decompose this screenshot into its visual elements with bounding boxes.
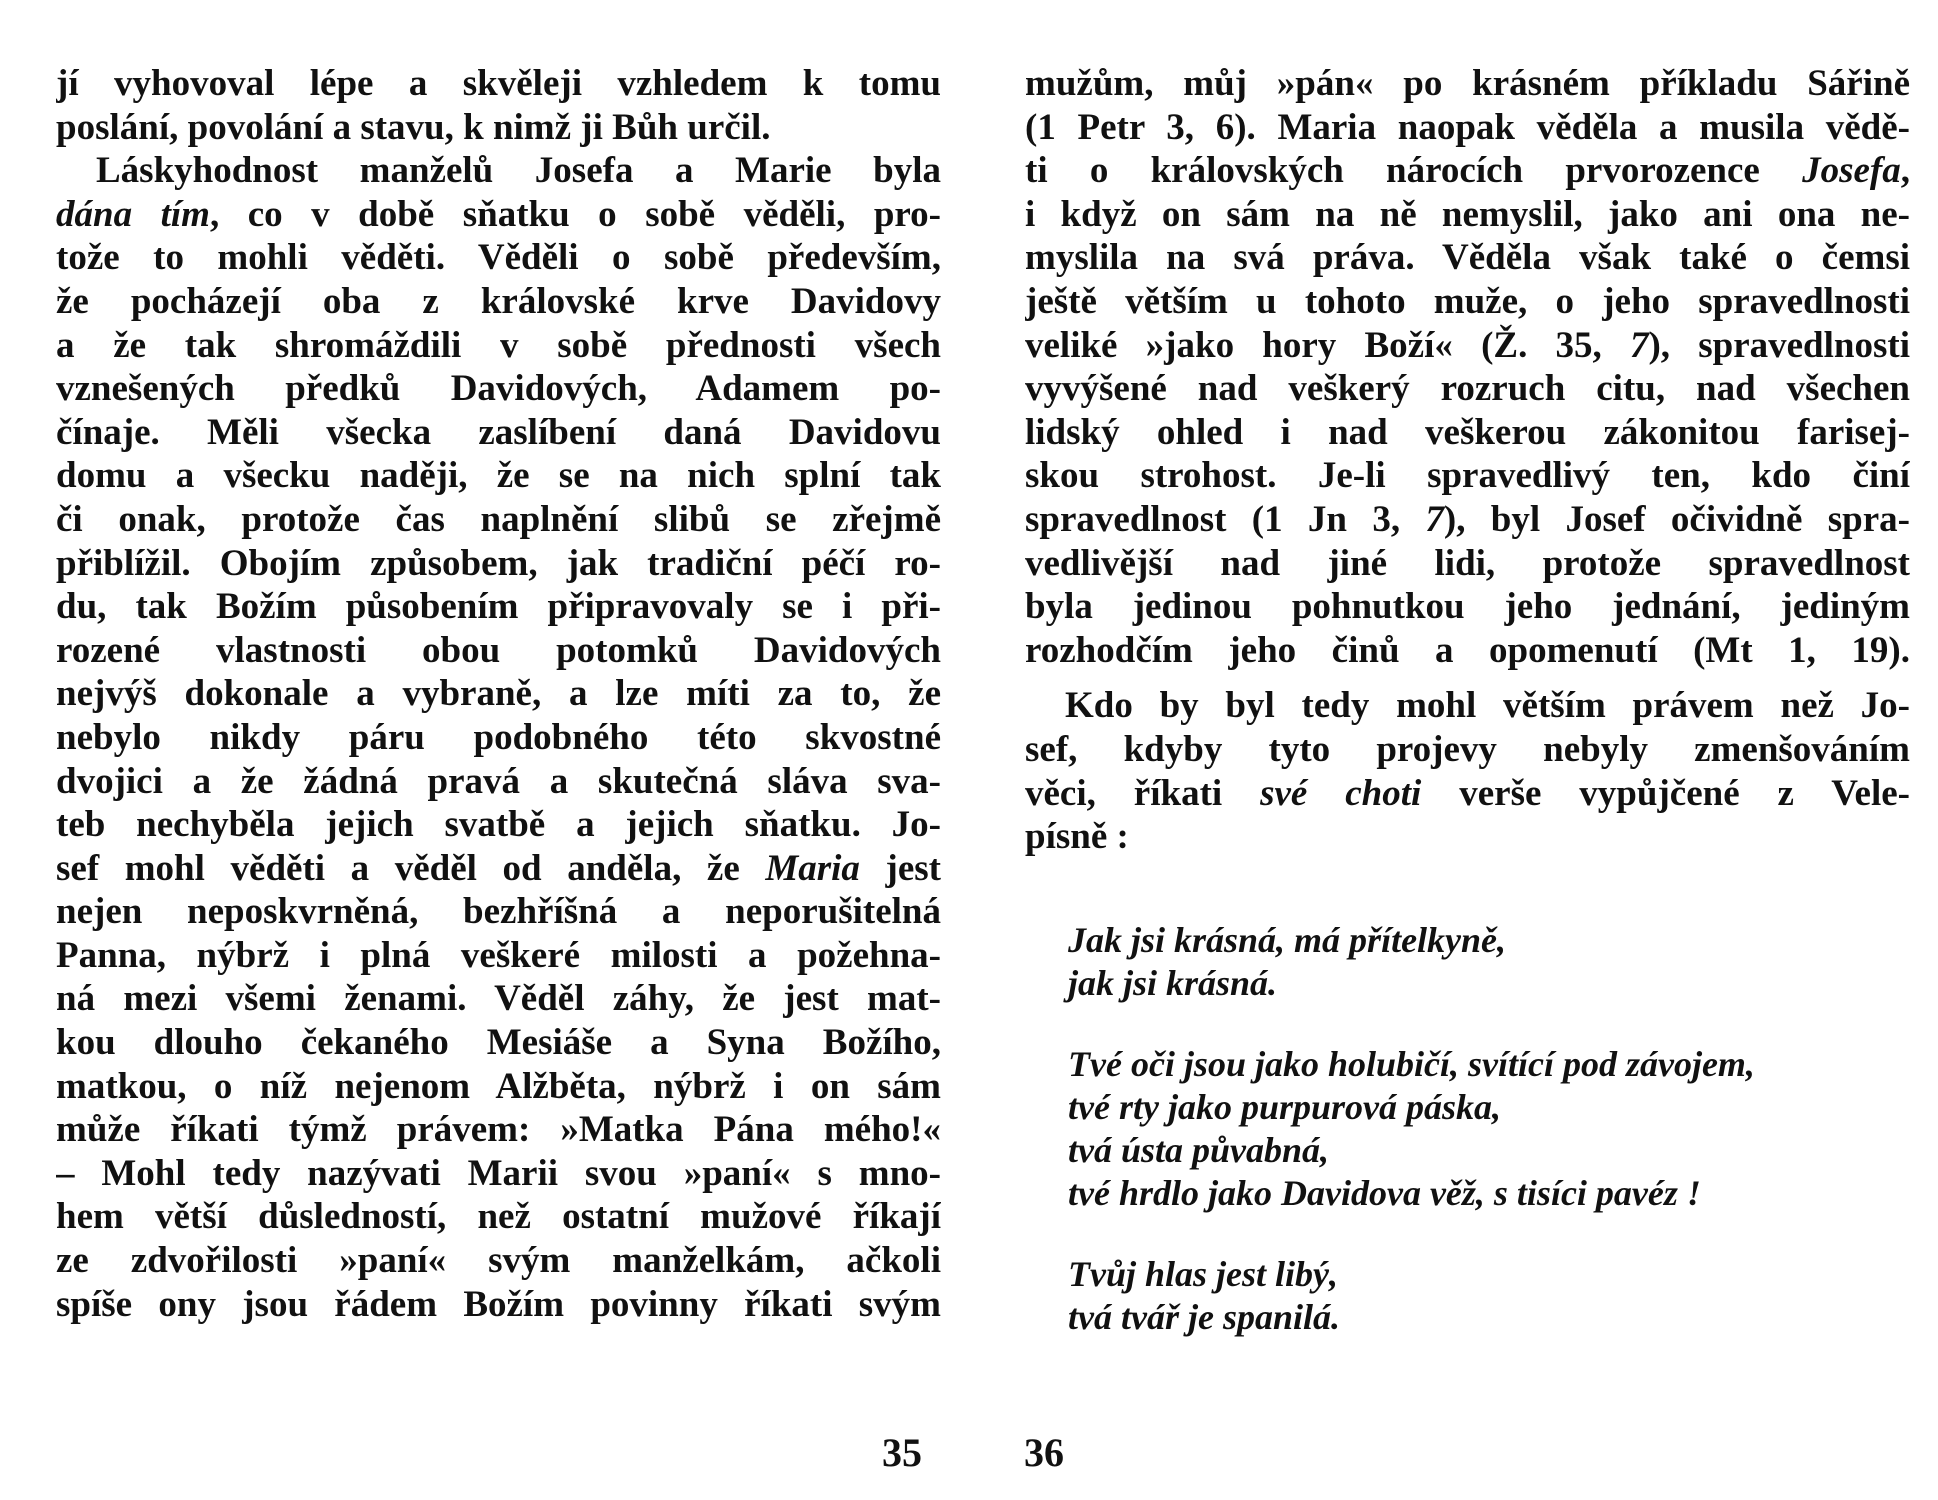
verse-line: jak jsi krásná. [1068,962,1278,1003]
verse-line: tvá ústa půvabná, [1068,1129,1330,1170]
text-line: přiblížil. Obojím způsobem, jak tradiční péčí ro- [56,542,941,584]
text-line: dvojici a že žádná pravá a skutečná sláva sva- [56,760,941,802]
text-line: sef, kdyby tyto projevy nebyly zmenšováním [1025,728,1910,770]
text-line: ze zdvořilosti »paní« svým manželkám, ačkoli [56,1240,941,1282]
text-line: Panna, nýbrž i plná veškeré milosti a požehna- [56,934,941,976]
text-line [1025,149,1910,193]
text-segment: věci, říkati [1025,772,1261,814]
text-line: čínaje. Měli všecka zaslíbení daná Davidovu [56,411,941,453]
text-line: může říkati týmž právem: »Matka Pána mého!« [56,1109,941,1151]
text-line: vedlivější nad jiné lidi, protože spravedlnost [1025,542,1910,584]
text-line: rozené vlastnosti obou potomků Davidových [56,629,941,671]
verse-line: tvá tvář je spanilá. [1068,1296,1340,1337]
text-segment: verše vypůjčené z Vele- [1421,772,1910,814]
page-number-left: 35 [882,1430,922,1475]
text-segment: ti o královských nárocích prvorozence [1025,150,1803,192]
text-line: nejvýš dokonale a vybraně, a lze míti za to, že [56,673,941,715]
text-line: hem větší důsledností, než ostatní mužové říkají [56,1196,941,1238]
text-line: lidský ohled i nad veškerou zákonitou farisej- [1025,411,1910,453]
italic-josefa: Josefa [1802,150,1901,192]
italic-sve-choti: své choti [1260,772,1422,814]
verse-line: Tvé oči jsou jako holubičí, svítící pod závojem, [1068,1043,1755,1084]
text-segment: ), spravedlnosti [1648,324,1910,366]
text-line: tože to mohli věděti. Věděli o sobě především, [56,237,941,279]
text-line: rozhodčím jeho činů a opomenutí (Mt 1, 19). [1025,629,1910,671]
text-line: vyvýšené nad veškerý rozruch citu, nad všechen [1025,368,1910,410]
verse-block [1025,919,1910,1339]
text-line [1025,324,1910,368]
verse-line: Tvůj hlas jest libý, [1068,1253,1338,1294]
text-line: poslání, povolání a stavu, k nimž ji Bůh určil. [56,106,771,148]
text-segment: ), byl Josef očividně spra- [1443,498,1910,540]
verse-line: tvé hrdlo jako Davidova věž, s tisíci pavéz ! [1068,1172,1701,1213]
text-line: myslila na svá práva. Věděla však také o čemsi [1025,237,1910,279]
text-line [56,193,941,237]
text-line: skou strohost. Je-li spravedlivý ten, kdo činí [1025,455,1910,497]
verse-stanza [1068,919,1910,1005]
left-page [56,62,941,1326]
text-line: vznešených předků Davidových, Adamem po- [56,368,941,410]
text-line: kou dlouho čekaného Mesiáše a Syna Božího, [56,1022,941,1064]
text-line: i když on sám na ně nemyslil, jako ani ona ne- [1025,193,1910,235]
italic-dana-tim: dána tím [56,193,210,235]
text-line: nebylo nikdy páru podobného této skvostné [56,716,941,758]
italic-verse-number: 7 [1425,498,1444,540]
text-segment: veliké »jako hory Boží« (Ž. 35, [1025,324,1630,366]
text-segment: , [1900,150,1910,192]
text-segment: spravedlnost (1 Jn 3, [1025,498,1426,540]
text-line: ná mezi všemi ženami. Věděl záhy, že jest mat- [56,978,941,1020]
text-line: nejen neposkvrněná, bezhříšná a neporušitelná [56,891,941,933]
text-line: a že tak shromáždili v sobě přednosti všech [56,324,941,366]
verse-line: Jak jsi krásná, má přítelkyně, [1068,919,1507,960]
text-segment: jest [859,847,941,889]
text-line: Kdo by byl tedy mohl větším právem než Jo- [1065,685,1910,727]
italic-verse-number: 7 [1629,324,1649,366]
text-line: že pocházejí oba z královské krve Davidovy [56,280,941,322]
text-line: či onak, protože čas naplnění slibů se zřejmě [56,498,941,540]
right-page [1025,62,1910,1377]
text-line [1025,498,1910,542]
verse-line: tvé rty jako purpurová páska, [1068,1086,1502,1127]
text-line [56,847,941,891]
text-line: ještě větším u tohoto muže, o jeho spravedlnosti [1025,280,1910,322]
verse-stanza [1068,1043,1910,1215]
text-segment: , co v době sňatku o sobě věděli, pro- [209,193,941,235]
text-line: teb nechyběla jejich svatbě a jejich sňatku. Jo- [56,804,941,846]
text-line [1025,772,1910,816]
text-line: byla jedinou pohnutkou jeho jednání, jediným [1025,586,1910,628]
text-line: – Mohl tedy nazývati Marii svou »paní« s mno- [56,1152,941,1194]
text-line: (1 Petr 3, 6). Maria naopak věděla a musila vědě- [1025,106,1910,148]
text-line: domu a všecku naději, že se na nich splní tak [56,455,941,497]
text-line: spíše ony jsou řádem Božím povinny říkati svým [56,1283,941,1325]
text-line: písně : [1025,816,1129,858]
italic-maria: Maria [765,847,860,889]
text-line: mužům, můj »pán« po krásném příkladu Sářině [1025,63,1910,104]
verse-stanza [1068,1253,1910,1339]
text-line: du, tak Božím působením připravovaly se i při- [56,586,941,628]
page-number-right: 36 [1024,1430,1064,1475]
text-line: Láskyhodnost manželů Josefa a Marie byla [96,150,941,192]
text-segment: sef mohl věděti a věděl od anděla, že [56,847,766,889]
text-line: matkou, o níž nejenom Alžběta, nýbrž i on sám [56,1065,941,1107]
text-line: jí vyhovoval lépe a skvěleji vzhledem k tomu [56,63,941,104]
